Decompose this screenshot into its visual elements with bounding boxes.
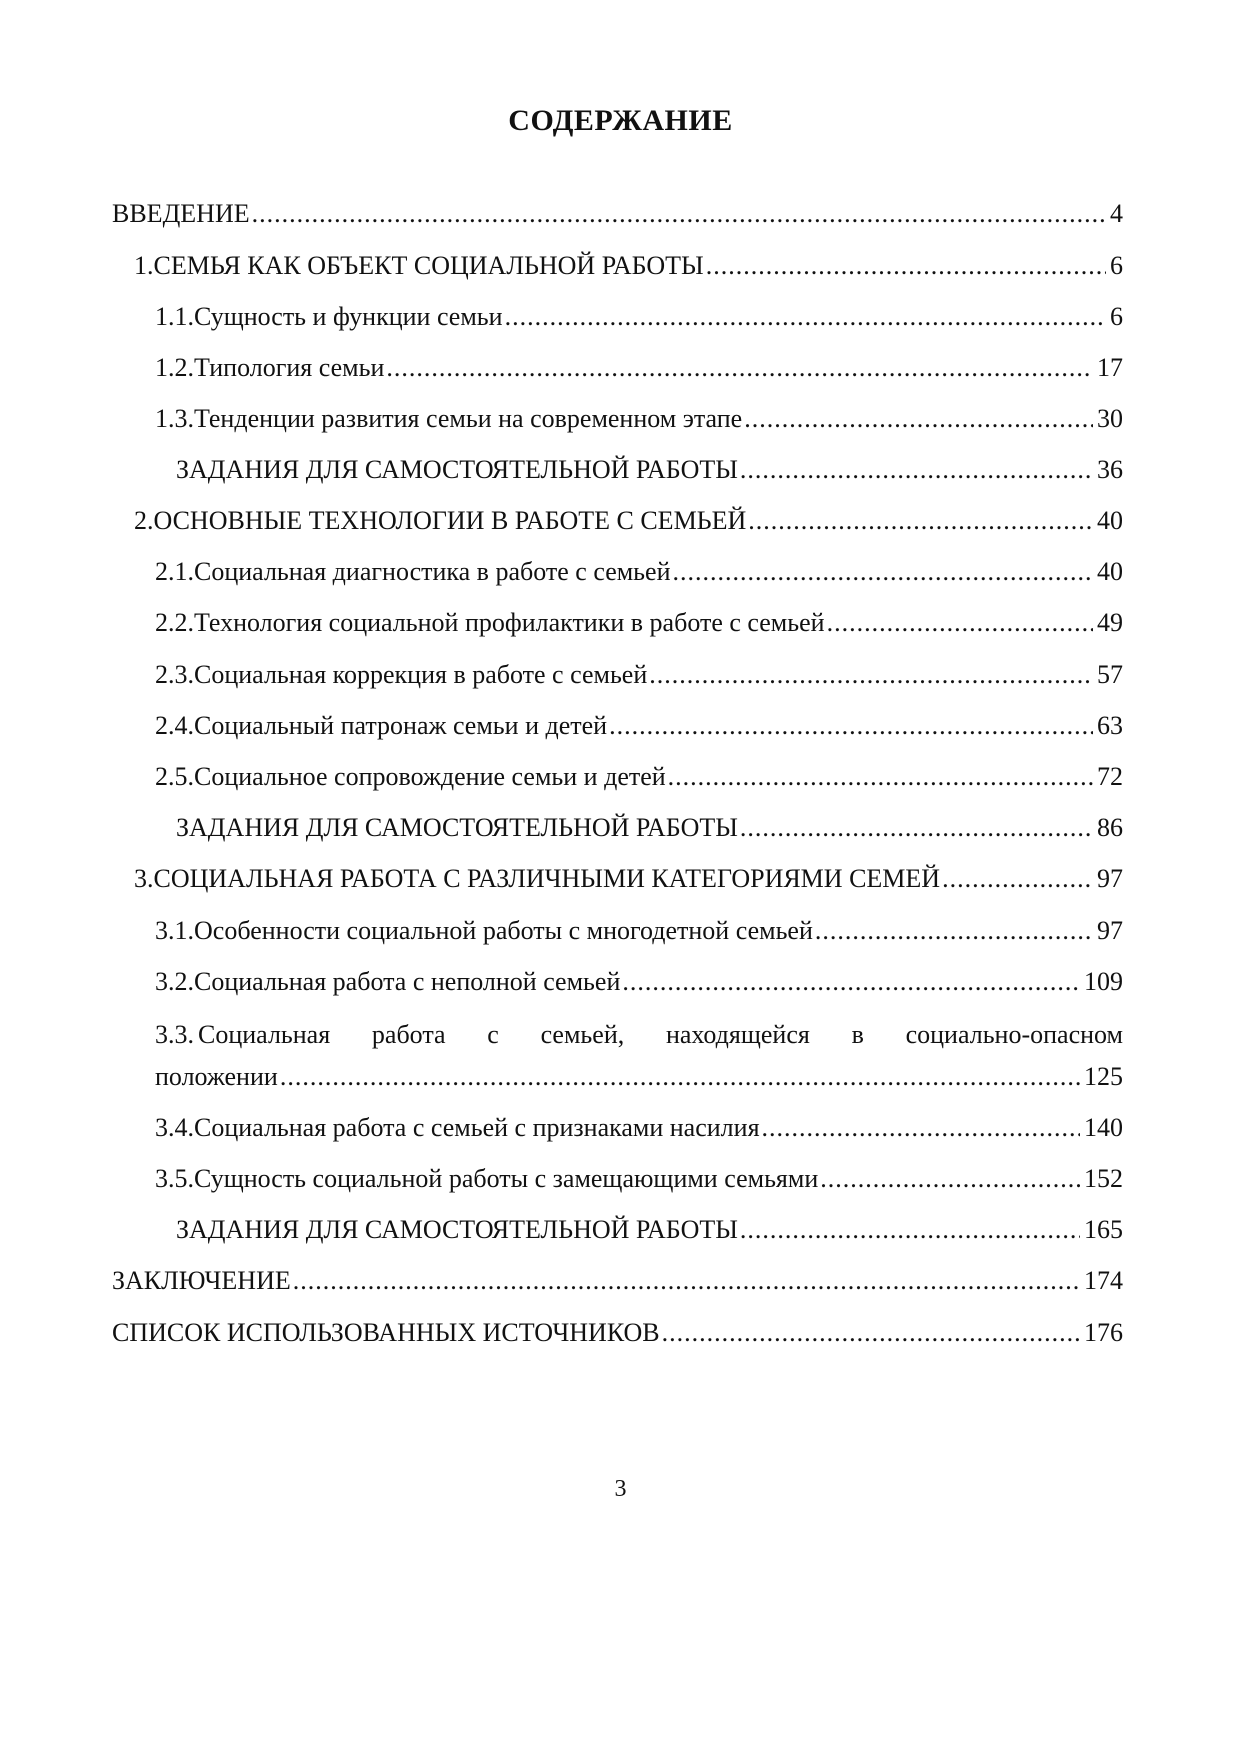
dot-leader bbox=[740, 1213, 1080, 1247]
toc-entry-number: 2.2. bbox=[155, 608, 194, 637]
toc-entry-label-line1: Социальная работа с семьей, находящейся в социально-опасном bbox=[198, 1020, 1123, 1049]
toc-entry-section-3-2[interactable] bbox=[155, 965, 1123, 999]
toc-entry-page: 97 bbox=[1097, 916, 1123, 945]
toc-entry-number: 1.3. bbox=[155, 404, 194, 433]
toc-entry-page: 4 bbox=[1110, 199, 1123, 228]
toc-entry-conclusion[interactable] bbox=[112, 1264, 1123, 1298]
dot-leader bbox=[280, 1060, 1080, 1094]
toc-entry-label: Социальная диагностика в работе с семьей bbox=[194, 557, 671, 586]
toc-entry-number: 2.4. bbox=[155, 711, 194, 740]
toc-entry-section-2-3[interactable] bbox=[155, 658, 1123, 692]
toc-entry-section-2-1[interactable] bbox=[155, 555, 1123, 589]
toc-entry-page: 6 bbox=[1110, 251, 1123, 280]
toc-entry-label: СОЦИАЛЬНАЯ РАБОТА С РАЗЛИЧНЫМИ КАТЕГОРИЯМИ СЕМЕЙ bbox=[153, 864, 941, 893]
toc-entry-section-3-3-line2[interactable] bbox=[155, 1060, 1123, 1094]
toc-entry-page: 36 bbox=[1097, 455, 1123, 484]
dot-leader bbox=[673, 555, 1094, 589]
toc-entry-page: 97 bbox=[1097, 864, 1123, 893]
dot-leader bbox=[386, 351, 1093, 385]
toc-entry-number: 1.2. bbox=[155, 353, 194, 382]
dot-leader bbox=[505, 300, 1106, 334]
page-number: 3 bbox=[614, 1476, 627, 1502]
dot-leader bbox=[706, 249, 1106, 283]
toc-entry-tasks-1[interactable] bbox=[176, 453, 1123, 487]
toc-entry-number: 3.5. bbox=[155, 1164, 194, 1193]
toc-entry-chapter-3[interactable] bbox=[134, 862, 1123, 896]
dot-leader bbox=[662, 1316, 1080, 1350]
toc-entry-page: 6 bbox=[1110, 302, 1123, 331]
toc-entry-page: 176 bbox=[1084, 1318, 1123, 1347]
toc-entry-label: Сущность социальной работы с замещающими семьями bbox=[194, 1164, 819, 1193]
toc-entry-label: Социальная работа с неполной семьей bbox=[194, 967, 621, 996]
dot-leader bbox=[744, 402, 1093, 436]
toc-entry-section-3-5[interactable] bbox=[155, 1162, 1123, 1196]
toc-entry-number: 2.5. bbox=[155, 762, 194, 791]
dot-leader bbox=[740, 453, 1093, 487]
toc-entry-label: ВВЕДЕНИЕ bbox=[112, 199, 250, 228]
dot-leader bbox=[622, 965, 1080, 999]
toc-entry-chapter-2[interactable] bbox=[134, 504, 1123, 538]
toc-entry-section-1-3[interactable] bbox=[155, 402, 1123, 436]
dot-leader bbox=[820, 1162, 1080, 1196]
toc-entry-page: 30 bbox=[1097, 404, 1123, 433]
dot-leader bbox=[762, 1111, 1080, 1145]
toc-entry-label: ОСНОВНЫЕ ТЕХНОЛОГИИ В РАБОТЕ С СЕМЬЕЙ bbox=[153, 506, 747, 535]
toc-entry-number: 2. bbox=[134, 506, 154, 535]
toc-entry-section-1-2[interactable] bbox=[155, 351, 1123, 385]
toc-entry-number: 3.3. bbox=[155, 1020, 194, 1049]
toc-entry-page: 57 bbox=[1097, 660, 1123, 689]
toc-entry-label: Сущность и функции семьи bbox=[194, 302, 503, 331]
toc-entry-page: 63 bbox=[1097, 711, 1123, 740]
toc-entry-number: 3. bbox=[134, 864, 154, 893]
dot-leader bbox=[740, 811, 1093, 845]
toc-entry-label: ЗАКЛЮЧЕНИЕ bbox=[112, 1266, 291, 1295]
toc-entry-section-3-3-line1[interactable] bbox=[155, 1018, 1123, 1052]
toc-entry-label: Типология семьи bbox=[194, 353, 385, 382]
toc-entry-section-3-1[interactable] bbox=[155, 914, 1123, 948]
toc-entry-number: 2.3. bbox=[155, 660, 194, 689]
dot-leader bbox=[293, 1264, 1080, 1298]
dot-leader bbox=[942, 862, 1093, 896]
toc-entry-section-1-1[interactable] bbox=[155, 300, 1123, 334]
dot-leader bbox=[748, 504, 1093, 538]
dot-leader bbox=[668, 760, 1093, 794]
toc-entry-section-3-4[interactable] bbox=[155, 1111, 1123, 1145]
dot-leader bbox=[609, 709, 1093, 743]
toc-entry-page: 72 bbox=[1097, 762, 1123, 791]
toc-entry-label: СПИСОК ИСПОЛЬЗОВАННЫХ ИСТОЧНИКОВ bbox=[112, 1318, 660, 1347]
toc-entry-tasks-2[interactable] bbox=[176, 811, 1123, 845]
toc-entry-label: Тенденции развития семьи на современном этапе bbox=[194, 404, 743, 433]
toc-entry-tasks-3[interactable] bbox=[176, 1213, 1123, 1247]
toc-entry-number: 2.1. bbox=[155, 557, 194, 586]
toc-entry-section-2-2[interactable] bbox=[155, 606, 1123, 640]
toc-entry-page: 49 bbox=[1097, 608, 1123, 637]
dot-leader bbox=[252, 197, 1106, 231]
toc-entry-page: 152 bbox=[1084, 1164, 1123, 1193]
toc-entry-page: 125 bbox=[1084, 1062, 1123, 1091]
toc-entry-label: Социальная коррекция в работе с семьей bbox=[194, 660, 648, 689]
toc-entry-number: 1. bbox=[134, 251, 154, 280]
toc-entry-number: 1.1. bbox=[155, 302, 194, 331]
toc-entry-page: 140 bbox=[1084, 1113, 1123, 1142]
toc-entry-page: 17 bbox=[1097, 353, 1123, 382]
toc-entry-label: Технология социальной профилактики в работе с семьей bbox=[194, 608, 825, 637]
toc-entry-chapter-1[interactable] bbox=[134, 249, 1123, 283]
toc-entry-page: 86 bbox=[1097, 813, 1123, 842]
toc-entry-page: 174 bbox=[1084, 1266, 1123, 1295]
toc-entry-page: 40 bbox=[1097, 557, 1123, 586]
toc-entry-section-2-5[interactable] bbox=[155, 760, 1123, 794]
toc-entry-introduction[interactable] bbox=[112, 197, 1123, 231]
dot-leader bbox=[815, 914, 1093, 948]
toc-entry-label: ЗАДАНИЯ ДЛЯ САМОСТОЯТЕЛЬНОЙ РАБОТЫ bbox=[176, 813, 738, 842]
toc-entry-page: 165 bbox=[1084, 1215, 1123, 1244]
toc-entry-label: Социальное сопровождение семьи и детей bbox=[194, 762, 666, 791]
toc-entry-number: 3.4. bbox=[155, 1113, 194, 1142]
toc-entry-page: 40 bbox=[1097, 506, 1123, 535]
toc-entry-section-2-4[interactable] bbox=[155, 709, 1123, 743]
toc-entry-label: Особенности социальной работы с многодетной семьей bbox=[194, 916, 813, 945]
toc-entry-label: ЗАДАНИЯ ДЛЯ САМОСТОЯТЕЛЬНОЙ РАБОТЫ bbox=[176, 455, 738, 484]
toc-entry-label: Социальная работа с семьей с признаками насилия bbox=[194, 1113, 760, 1142]
toc-entry-number: 3.2. bbox=[155, 967, 194, 996]
toc-entry-label: ЗАДАНИЯ ДЛЯ САМОСТОЯТЕЛЬНОЙ РАБОТЫ bbox=[176, 1215, 738, 1244]
toc-entry-label: СЕМЬЯ КАК ОБЪЕКТ СОЦИАЛЬНОЙ РАБОТЫ bbox=[153, 251, 704, 280]
dot-leader bbox=[649, 658, 1093, 692]
toc-entry-label-line2: положении bbox=[155, 1062, 278, 1091]
toc-entry-references[interactable] bbox=[112, 1316, 1123, 1350]
toc-entry-page: 109 bbox=[1084, 967, 1123, 996]
dot-leader bbox=[827, 606, 1093, 640]
toc-entry-number: 3.1. bbox=[155, 916, 194, 945]
page-title: СОДЕРЖАНИЕ bbox=[508, 104, 733, 137]
toc-entry-label: Социальный патронаж семьи и детей bbox=[194, 711, 608, 740]
